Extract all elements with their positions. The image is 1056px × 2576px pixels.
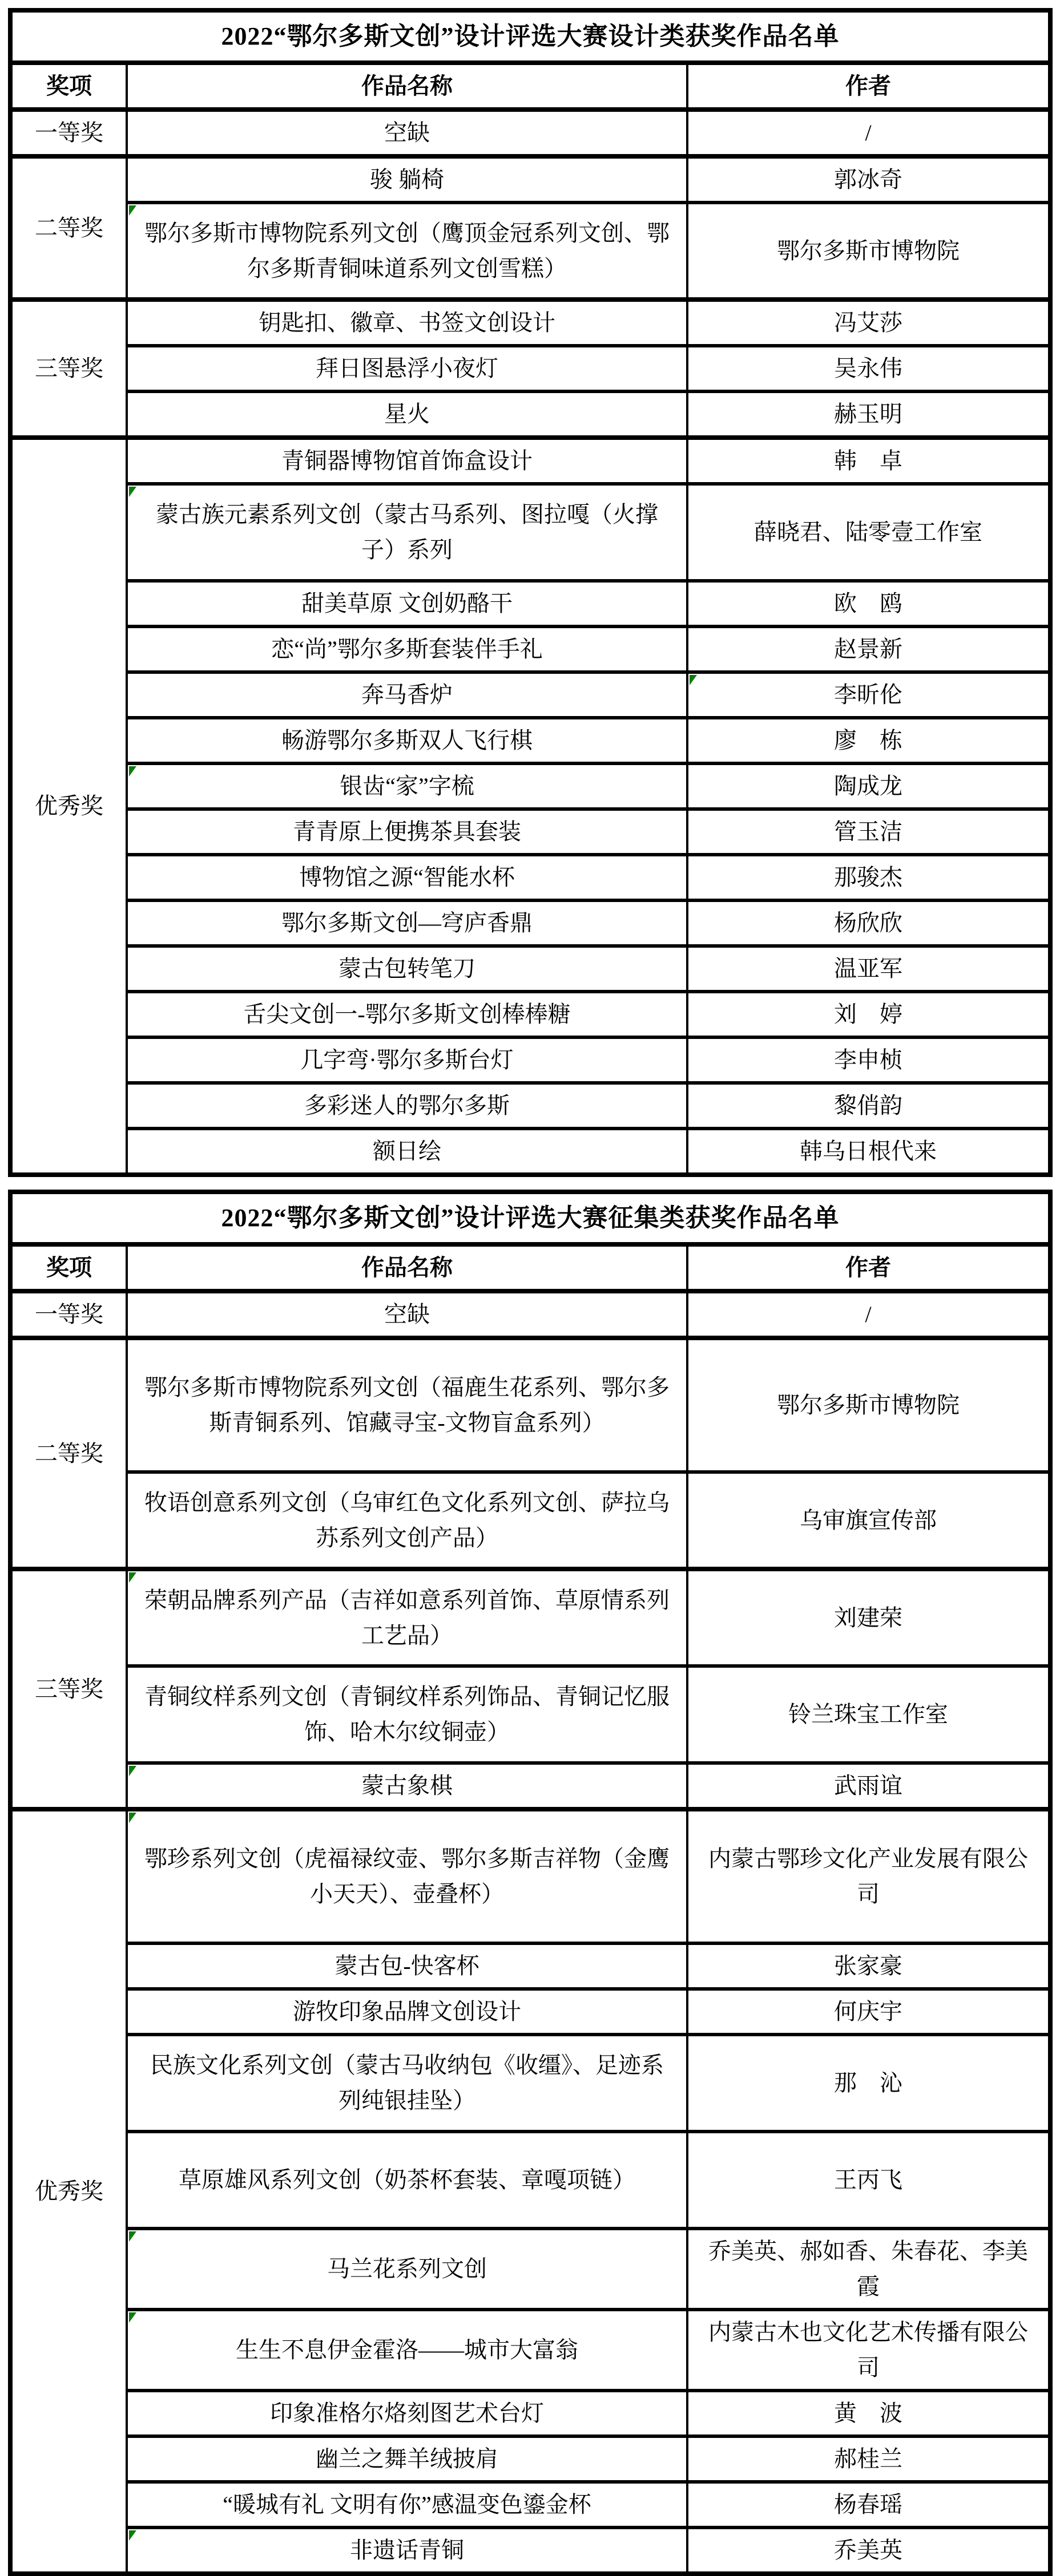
table1-body	[10, 110, 1050, 1175]
award-label: 三等奖	[35, 355, 103, 381]
award-label: 三等奖	[35, 1676, 103, 1702]
author-text: 那 沁	[834, 2070, 902, 2096]
work-name-text: 舌尖文创一-鄂尔多斯文创棒棒糖	[243, 1001, 571, 1027]
author-text: 何庆宇	[834, 1999, 902, 2024]
column-header-work-name: 作品名称	[127, 1244, 687, 1291]
table-row	[10, 438, 1050, 484]
table-row	[10, 1989, 1050, 2035]
author-text: 温亚军	[834, 956, 902, 981]
author-cell	[687, 1569, 1050, 1666]
author-text: 李昕伦	[834, 682, 902, 707]
table-title-row	[10, 1192, 1050, 1244]
award-cell	[10, 156, 127, 300]
author-text: 冯艾莎	[834, 310, 902, 335]
column-header-work-name: 作品名称	[127, 63, 687, 110]
author-cell	[687, 1129, 1050, 1175]
work-name-text: 蒙古象棋	[361, 1773, 453, 1798]
work-name-cell	[127, 992, 687, 1037]
author-text: 刘建荣	[834, 1604, 902, 1631]
award-cell	[10, 1338, 127, 1569]
work-name-text: 空缺	[384, 1301, 430, 1327]
work-name-cell	[127, 1666, 687, 1763]
table-header-row	[10, 1244, 1050, 1291]
work-name-text: 甜美草原 文创奶酪干	[301, 591, 513, 616]
author-cell	[687, 300, 1050, 346]
work-name-cell	[127, 672, 687, 718]
work-name-cell	[127, 110, 687, 156]
comment-marker-icon	[129, 1572, 136, 1583]
award-label: 优秀奖	[35, 793, 103, 819]
author-text: 韩乌日根代来	[800, 1138, 937, 1164]
table-row	[10, 1569, 1050, 1666]
work-name-text: 青铜纹样系列文创（青铜纹样系列饰品、青铜记忆服饰、哈木尔纹铜壶）	[144, 1684, 670, 1745]
work-name-text: 草原雄风系列文创（奶茶杯套装、章嘎项链）	[179, 2167, 635, 2193]
table-row	[10, 2035, 1050, 2132]
author-text: /	[865, 1301, 872, 1327]
work-name-cell	[127, 1763, 687, 1809]
comment-marker-icon	[129, 1813, 136, 1823]
table-row	[10, 2436, 1050, 2482]
author-cell	[687, 1472, 1050, 1569]
work-name-text: 生生不息伊金霍洛——城市大富翁	[236, 2337, 578, 2363]
author-cell	[687, 2436, 1050, 2482]
work-name-text: 蒙古包转笔刀	[338, 956, 475, 981]
work-name-text: 鄂尔多斯市博物院系列文创（鹰顶金冠系列文创、鄂尔多斯青铜味道系列文创雪糕）	[144, 220, 670, 281]
author-cell	[687, 2528, 1050, 2574]
work-name-cell	[127, 2482, 687, 2528]
author-text: 鄂尔多斯市博物院	[777, 1392, 960, 1418]
table-row	[10, 900, 1050, 946]
author-cell	[687, 2391, 1050, 2436]
work-name-text: 额日绘	[373, 1138, 441, 1164]
author-text: 管玉洁	[834, 819, 902, 844]
work-name-cell	[127, 1472, 687, 1569]
work-name-text: 奔马香炉	[361, 682, 453, 707]
award-cell	[10, 300, 127, 438]
work-name-text: 骏 躺椅	[370, 167, 444, 192]
award-label: 优秀奖	[35, 2178, 103, 2204]
author-text: 欧 鸥	[834, 591, 902, 616]
author-text: 杨春瑶	[834, 2492, 902, 2517]
work-name-cell	[127, 2132, 687, 2229]
author-cell	[687, 672, 1050, 718]
author-cell	[687, 900, 1050, 946]
author-text: 王丙飞	[834, 2167, 902, 2193]
author-cell	[687, 1666, 1050, 1763]
table-row	[10, 1666, 1050, 1763]
author-text: 郝桂兰	[834, 2446, 902, 2472]
table-row	[10, 2391, 1050, 2436]
author-cell	[687, 2482, 1050, 2528]
work-name-cell	[127, 438, 687, 484]
table-row	[10, 992, 1050, 1037]
author-text: 杨欣欣	[834, 910, 902, 936]
author-cell	[687, 1291, 1050, 1338]
author-cell	[687, 1338, 1050, 1472]
work-name-cell	[127, 581, 687, 626]
author-text: 铃兰珠宝工作室	[788, 1701, 948, 1727]
table-row	[10, 718, 1050, 763]
table-row	[10, 2310, 1050, 2391]
table-row	[10, 203, 1050, 300]
work-name-text: 鄂尔多斯文创—穹庐香鼎	[281, 910, 533, 936]
comment-marker-icon	[129, 2530, 136, 2541]
award-cell	[10, 438, 127, 1175]
table-row	[10, 855, 1050, 900]
author-text: 赫玉明	[834, 401, 902, 427]
author-cell	[687, 1083, 1050, 1129]
work-name-cell	[127, 391, 687, 438]
author-cell	[687, 1809, 1050, 1943]
work-name-text: 马兰花系列文创	[327, 2256, 487, 2282]
column-header-author: 作者	[687, 63, 1050, 110]
author-cell	[687, 946, 1050, 992]
work-name-cell	[127, 2229, 687, 2310]
award-cell	[10, 1291, 127, 1338]
table-row	[10, 2132, 1050, 2229]
work-name-text: 恋“尚”鄂尔多斯套装伴手礼	[271, 636, 543, 662]
work-name-cell	[127, 2436, 687, 2482]
work-name-cell	[127, 1129, 687, 1175]
work-name-cell	[127, 1809, 687, 1943]
author-text: 李申桢	[834, 1047, 902, 1073]
work-name-cell	[127, 484, 687, 581]
author-cell	[687, 2229, 1050, 2310]
award-cell	[10, 1569, 127, 1809]
work-name-cell	[127, 1989, 687, 2035]
table-row	[10, 1472, 1050, 1569]
column-header-award: 奖项	[10, 1244, 127, 1291]
work-name-cell	[127, 1569, 687, 1666]
work-name-text: 民族文化系列文创（蒙古马收纳包《收缰》、足迹系列纯银挂坠）	[150, 2052, 664, 2113]
work-name-text: 幽兰之舞羊绒披肩	[316, 2446, 498, 2472]
comment-marker-icon	[129, 487, 136, 497]
work-name-text: 拜日图悬浮小夜灯	[316, 355, 498, 381]
author-cell	[687, 992, 1050, 1037]
work-name-text: 星火	[384, 401, 430, 427]
table1-title: 2022“鄂尔多斯文创”设计评选大赛设计类获奖作品名单	[10, 10, 1050, 63]
work-name-cell	[127, 1291, 687, 1338]
author-cell	[687, 1943, 1050, 1989]
work-name-cell	[127, 855, 687, 900]
work-name-cell	[127, 718, 687, 763]
work-name-cell	[127, 203, 687, 300]
work-name-text: 荣朝品牌系列产品（吉祥如意系列首饰、草原情系列工艺品）	[144, 1587, 670, 1648]
author-cell	[687, 1037, 1050, 1083]
author-cell	[687, 763, 1050, 809]
author-text: 内蒙古鄂珍文化产业发展有限公司	[708, 1846, 1028, 1907]
author-text: 廖 栋	[834, 727, 902, 753]
work-name-cell	[127, 2528, 687, 2574]
table-row	[10, 809, 1050, 855]
work-name-text: “暖城有礼 文明有你”感温变色鎏金杯	[223, 2492, 591, 2517]
work-name-text: 鄂尔多斯市博物院系列文创（福鹿生花系列、鄂尔多斯青铜系列、馆藏寻宝-文物盲盒系列）	[144, 1374, 670, 1435]
comment-marker-icon	[129, 2231, 136, 2242]
author-text: 黄 波	[834, 2400, 902, 2426]
author-cell	[687, 391, 1050, 438]
author-cell	[687, 346, 1050, 391]
table2-body	[10, 1291, 1050, 2574]
author-cell	[687, 626, 1050, 672]
table-row	[10, 1809, 1050, 1943]
work-name-text: 游牧印象品牌文创设计	[293, 1999, 521, 2024]
work-name-cell	[127, 300, 687, 346]
table-row	[10, 1129, 1050, 1175]
author-cell	[687, 1989, 1050, 2035]
column-header-award: 奖项	[10, 63, 127, 110]
award-cell	[10, 1809, 127, 2574]
table-row	[10, 391, 1050, 438]
work-name-text: 空缺	[384, 120, 430, 145]
work-name-cell	[127, 809, 687, 855]
author-text: 陶成龙	[834, 773, 902, 799]
table-header-row	[10, 63, 1050, 110]
work-name-cell	[127, 346, 687, 391]
author-text: 乔美英	[834, 2537, 902, 2563]
table-row	[10, 1083, 1050, 1129]
table-row	[10, 581, 1050, 626]
work-name-text: 青铜器博物馆首饰盒设计	[281, 448, 533, 474]
author-text: 武雨谊	[834, 1773, 902, 1798]
award-cell	[10, 110, 127, 156]
comment-marker-icon	[129, 1766, 136, 1776]
author-cell	[687, 718, 1050, 763]
table-row	[10, 672, 1050, 718]
author-cell	[687, 809, 1050, 855]
work-name-text: 钥匙扣、徽章、书签文创设计	[259, 310, 555, 335]
work-name-text: 印象准格尔烙刻图艺术台灯	[270, 2400, 544, 2426]
work-name-text: 蒙古包-快客杯	[334, 1953, 479, 1979]
award-label: 二等奖	[35, 1440, 103, 1466]
work-name-cell	[127, 156, 687, 203]
table-row	[10, 946, 1050, 992]
award-label: 二等奖	[35, 215, 103, 241]
work-name-cell	[127, 2035, 687, 2132]
author-cell	[687, 203, 1050, 300]
author-cell	[687, 2035, 1050, 2132]
table-row	[10, 1763, 1050, 1809]
comment-marker-icon	[129, 766, 136, 777]
collection-category-award-table	[8, 1190, 1053, 2576]
author-text: 乔美英、郝如香、朱春花、李美霞	[708, 2238, 1028, 2299]
table-row	[10, 110, 1050, 156]
author-cell	[687, 438, 1050, 484]
work-name-cell	[127, 1037, 687, 1083]
design-category-award-table	[8, 8, 1053, 1177]
author-cell	[687, 581, 1050, 626]
author-text: 鄂尔多斯市博物院	[777, 237, 960, 264]
work-name-text: 几字弯·鄂尔多斯台灯	[300, 1047, 514, 1073]
table-row	[10, 300, 1050, 346]
work-name-text: 牧语创意系列文创（乌审红色文化系列文创、萨拉乌苏系列文创产品）	[144, 1489, 670, 1551]
table-row	[10, 763, 1050, 809]
work-name-text: 多彩迷人的鄂尔多斯	[304, 1093, 510, 1118]
column-header-author: 作者	[687, 1244, 1050, 1291]
table-row	[10, 156, 1050, 203]
comment-marker-icon	[129, 205, 136, 216]
author-cell	[687, 156, 1050, 203]
work-name-text: 博物馆之源“智能水杯	[299, 864, 515, 890]
table2-title: 2022“鄂尔多斯文创”设计评选大赛征集类获奖作品名单	[10, 1192, 1050, 1244]
author-text: 黎俏韵	[834, 1093, 902, 1118]
work-name-text: 非遗话青铜	[350, 2537, 464, 2563]
work-name-cell	[127, 2310, 687, 2391]
work-name-text: 银齿“家”字梳	[340, 773, 474, 799]
author-text: 内蒙古木也文化艺术传播有限公司	[708, 2319, 1028, 2380]
work-name-cell	[127, 946, 687, 992]
work-name-cell	[127, 2391, 687, 2436]
author-text: 吴永伟	[834, 355, 902, 381]
author-cell	[687, 2132, 1050, 2229]
author-cell	[687, 1763, 1050, 1809]
work-name-cell	[127, 1943, 687, 1989]
award-label: 一等奖	[35, 1301, 103, 1327]
table-row	[10, 1291, 1050, 1338]
author-text: 乌审旗宣传部	[800, 1507, 937, 1533]
table-row	[10, 1943, 1050, 1989]
table-row	[10, 346, 1050, 391]
table-row	[10, 1037, 1050, 1083]
author-cell	[687, 2310, 1050, 2391]
table-title-row	[10, 10, 1050, 63]
table-row	[10, 2482, 1050, 2528]
author-cell	[687, 484, 1050, 581]
comment-marker-icon	[129, 2312, 136, 2323]
author-text: 赵景新	[834, 636, 902, 662]
author-text: 郭冰奇	[834, 167, 902, 192]
table-row	[10, 2528, 1050, 2574]
award-label: 一等奖	[35, 120, 103, 145]
author-text: /	[865, 120, 872, 145]
work-name-cell	[127, 763, 687, 809]
author-cell	[687, 855, 1050, 900]
work-name-text: 蒙古族元素系列文创（蒙古马系列、图拉嘎（火撑子）系列	[156, 502, 658, 563]
work-name-cell	[127, 900, 687, 946]
comment-marker-icon	[690, 675, 697, 685]
author-text: 刘 婷	[834, 1001, 902, 1027]
table-row	[10, 484, 1050, 581]
work-name-text: 青青原上便携茶具套装	[293, 819, 521, 844]
author-text: 薛晓君、陆零壹工作室	[754, 519, 982, 545]
work-name-cell	[127, 1338, 687, 1472]
table-row	[10, 1338, 1050, 1472]
table-row	[10, 2229, 1050, 2310]
author-text: 韩 卓	[834, 448, 902, 474]
work-name-text: 畅游鄂尔多斯双人飞行棋	[281, 727, 533, 753]
author-cell	[687, 110, 1050, 156]
work-name-cell	[127, 1083, 687, 1129]
author-text: 那骏杰	[834, 864, 902, 890]
work-name-text: 鄂珍系列文创（虎福禄纹壶、鄂尔多斯吉祥物（金鹰小天天）、壶叠杯）	[144, 1846, 670, 1907]
work-name-cell	[127, 626, 687, 672]
table-row	[10, 626, 1050, 672]
author-text: 张家豪	[834, 1953, 902, 1979]
